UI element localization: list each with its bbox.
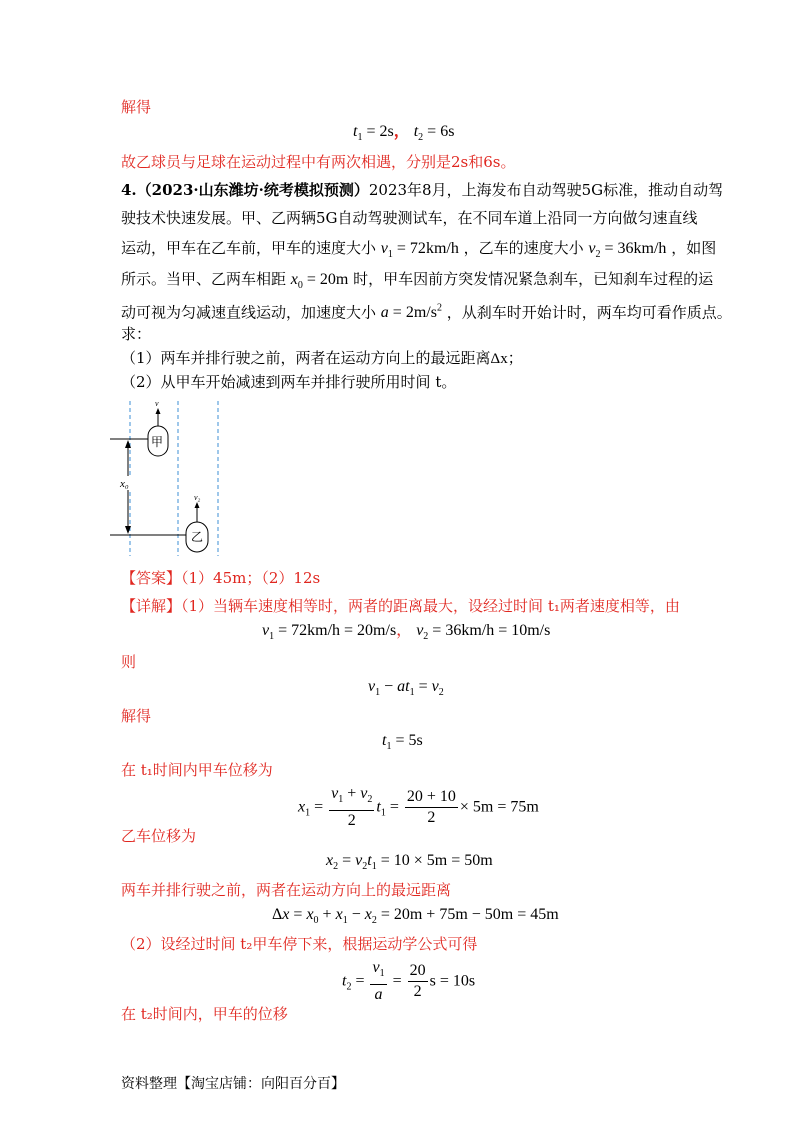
x0-label: x₀	[120, 478, 129, 490]
equation-velocities: $v_1 = 72km/h = 20m/s$， $v_2 = 36km/h = 10m/s$	[262, 622, 551, 643]
equation-t1-t2: $t_1 = 2s$， $t_2 = 6s$	[353, 123, 455, 144]
equation-delta-x: $\Delta x = x_0 + x_1 - x_2 = 20m + 75m - 50m = 45m$	[272, 906, 559, 927]
text-t1-displacement: 在 t₁时间内甲车位移为	[121, 761, 273, 779]
v2-label: v₂	[194, 493, 201, 502]
question-source: （2023·山东潍坊·统考模拟预测）	[136, 181, 369, 199]
question-line-2: 驶技术快速发展。甲、乙两辆5G自动驾驶测试车，在不同车道上沿同一方向做匀速直线	[121, 209, 698, 227]
question-text-4a: 所示。当甲、乙两车相距	[121, 270, 287, 288]
question-text-3b: ，乙车的速度大小	[463, 239, 584, 257]
car-jia-label: 甲	[151, 435, 164, 449]
question-text-3c: ，如图	[671, 239, 717, 257]
conclusion-text: 故乙球员与足球在运动过程中有两次相遇，分别是2s和6s。	[121, 153, 516, 171]
text-part-2: （2）设经过时间 t₂甲车停下来，根据运动学公式可得	[121, 935, 478, 953]
equation-t1: $t_1 = 5s$	[382, 732, 423, 753]
question-line-4	[121, 266, 713, 299]
question-number: 4.	[121, 181, 137, 199]
v2-expression: $v_2 = 36km/h$	[588, 240, 667, 261]
sub-question-1: （1）两车并排行驶之前，两者在运动方向上的最远距离Δx；	[121, 349, 523, 367]
detail-line	[121, 596, 680, 616]
sub-question-1-text: （1）两车并排行驶之前，两者在运动方向上的最远距离	[121, 349, 491, 367]
car-yi-label: 乙	[191, 530, 204, 544]
text-t2-displacement: 在 t₂时间内，甲车的位移	[121, 1005, 288, 1023]
sub-question-1-end: ；	[507, 349, 523, 367]
question-text-3a: 运动，甲车在乙车前，甲车的速度大小	[121, 239, 377, 257]
question-line-1	[121, 180, 723, 200]
answer-text: （1）45m；（2）12s	[181, 569, 321, 587]
equation-velocity-equal: $v_1 - at_1 = v_2$	[368, 678, 444, 699]
x0-expression: $x_0 = 20m$	[290, 271, 349, 292]
question-line-6: 求：	[121, 325, 152, 343]
question-line-3	[121, 235, 716, 268]
sub-question-2: （2）从甲车开始减速到两车并排行驶所用时间 t。	[121, 373, 457, 391]
question-text-4b: 时，甲车因前方突发情况紧急刹车，已知刹车过程的运	[353, 270, 714, 288]
question-text-5b: ，从刹车时开始计时，两车均可看作质点。	[446, 303, 732, 322]
v2-arrow-head	[195, 502, 200, 508]
v1-arrow-head	[156, 408, 161, 414]
car-diagram	[110, 396, 230, 556]
v-label: v	[155, 399, 159, 408]
a-expression: $a = 2m/s^2$	[380, 303, 442, 322]
text-jiede-2: 解得	[121, 707, 152, 725]
text-ze: 则	[121, 653, 137, 671]
text-max-distance: 两车并排行驶之前，两者在运动方向上的最远距离	[121, 881, 452, 899]
question-text-5a: 动可视为匀减速直线运动，加速度大小	[121, 303, 377, 322]
question-text-1: 2023年8月，上海发布自动驾驶5G标准，推动自动驾	[368, 181, 724, 199]
answer-label: 【答案】	[121, 569, 182, 587]
detail-label: 【详解】	[121, 597, 182, 615]
footer-text: 资料整理【淘宝店铺：向阳百分百】	[121, 1076, 345, 1092]
equation-x1: $x_1$ = $\frac{v_1 + v_2}{2}$ $t_1$ = $\frac{20 + 10}{2}$ × 5m = 75m	[298, 785, 539, 830]
detail-text: （1）当辆车速度相等时，两者的距离最大，设经过时间 t₁两者速度相等，由	[181, 597, 680, 615]
equation-x2: $x_2 = v_2t_1 = 10 \times 5m = 50m$	[326, 852, 493, 873]
v1-expression: $v_1 = 72km/h$	[380, 240, 459, 261]
question-line-5	[121, 296, 732, 326]
equation-t2: $t_2$ = $\frac{v_1}{a}$ = $\frac{20}{2}$ s = 10s	[342, 959, 476, 1004]
answer-line	[121, 568, 320, 588]
text-jiede: 解得	[121, 98, 152, 116]
text-yi-displacement: 乙车位移为	[121, 827, 197, 845]
